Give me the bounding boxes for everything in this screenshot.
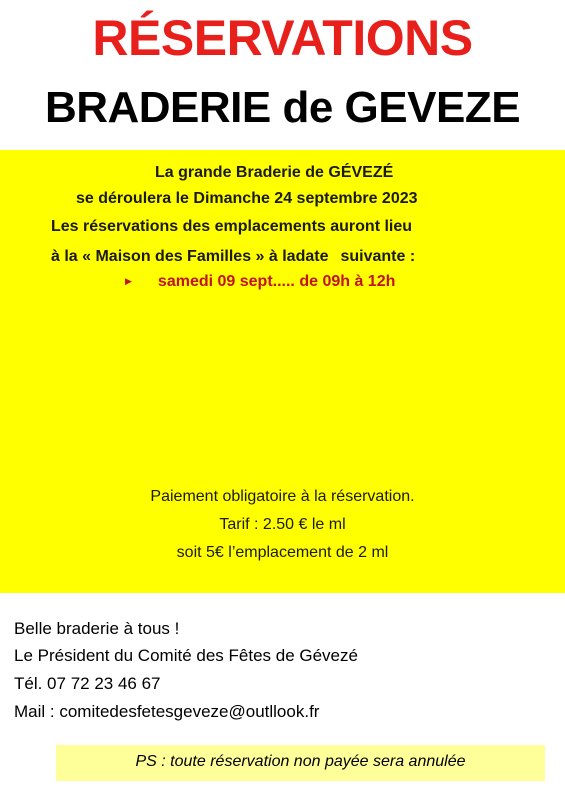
- contact-phone: Tél. 07 72 23 46 67: [14, 674, 161, 693]
- ps-note: PS : toute réservation non payée sera annulée: [135, 753, 466, 770]
- announcement-line-4: [51, 246, 415, 268]
- payment-line-2: Tarif : 2.50 € le ml: [219, 516, 346, 533]
- announcement-line-4-part-3: suivante :: [340, 248, 416, 265]
- reservation-date-text: samedi 09 sept..... de 09h à 12h: [157, 273, 396, 290]
- announcement-line-4-part-2: date: [295, 248, 329, 265]
- ps-note-box: [56, 745, 545, 781]
- announcement-panel: [0, 150, 565, 593]
- announcement-line-2: se déroulera le Dimanche 24 septembre 2023: [76, 190, 418, 207]
- payment-line-3: soit 5€ l’emplacement de 2 ml: [176, 544, 389, 561]
- announcement-line-1: La grande Braderie de GÉVEZÉ: [155, 164, 394, 181]
- payment-line-1: Paiement obligatoire à la réservation.: [150, 488, 415, 505]
- announcement-line-4-part-1: à la « Maison des Familles » à la: [51, 248, 296, 265]
- contact-email: Mail : comitedesfetesgeveze@outllook.fr: [14, 702, 320, 721]
- page-title: RÉSERVATIONS: [92, 10, 473, 66]
- reservation-date: [125, 270, 395, 293]
- closing-greeting: Belle braderie à tous !: [14, 619, 180, 638]
- page-subtitle: BRADERIE de GEVEZE: [44, 83, 521, 132]
- president-signature: Le Président du Comité des Fêtes de Gévezé: [14, 646, 358, 665]
- announcement-line-3: Les réservations des emplacements auront lieu: [51, 218, 413, 235]
- triangle-bullet-icon: ▶: [125, 276, 132, 286]
